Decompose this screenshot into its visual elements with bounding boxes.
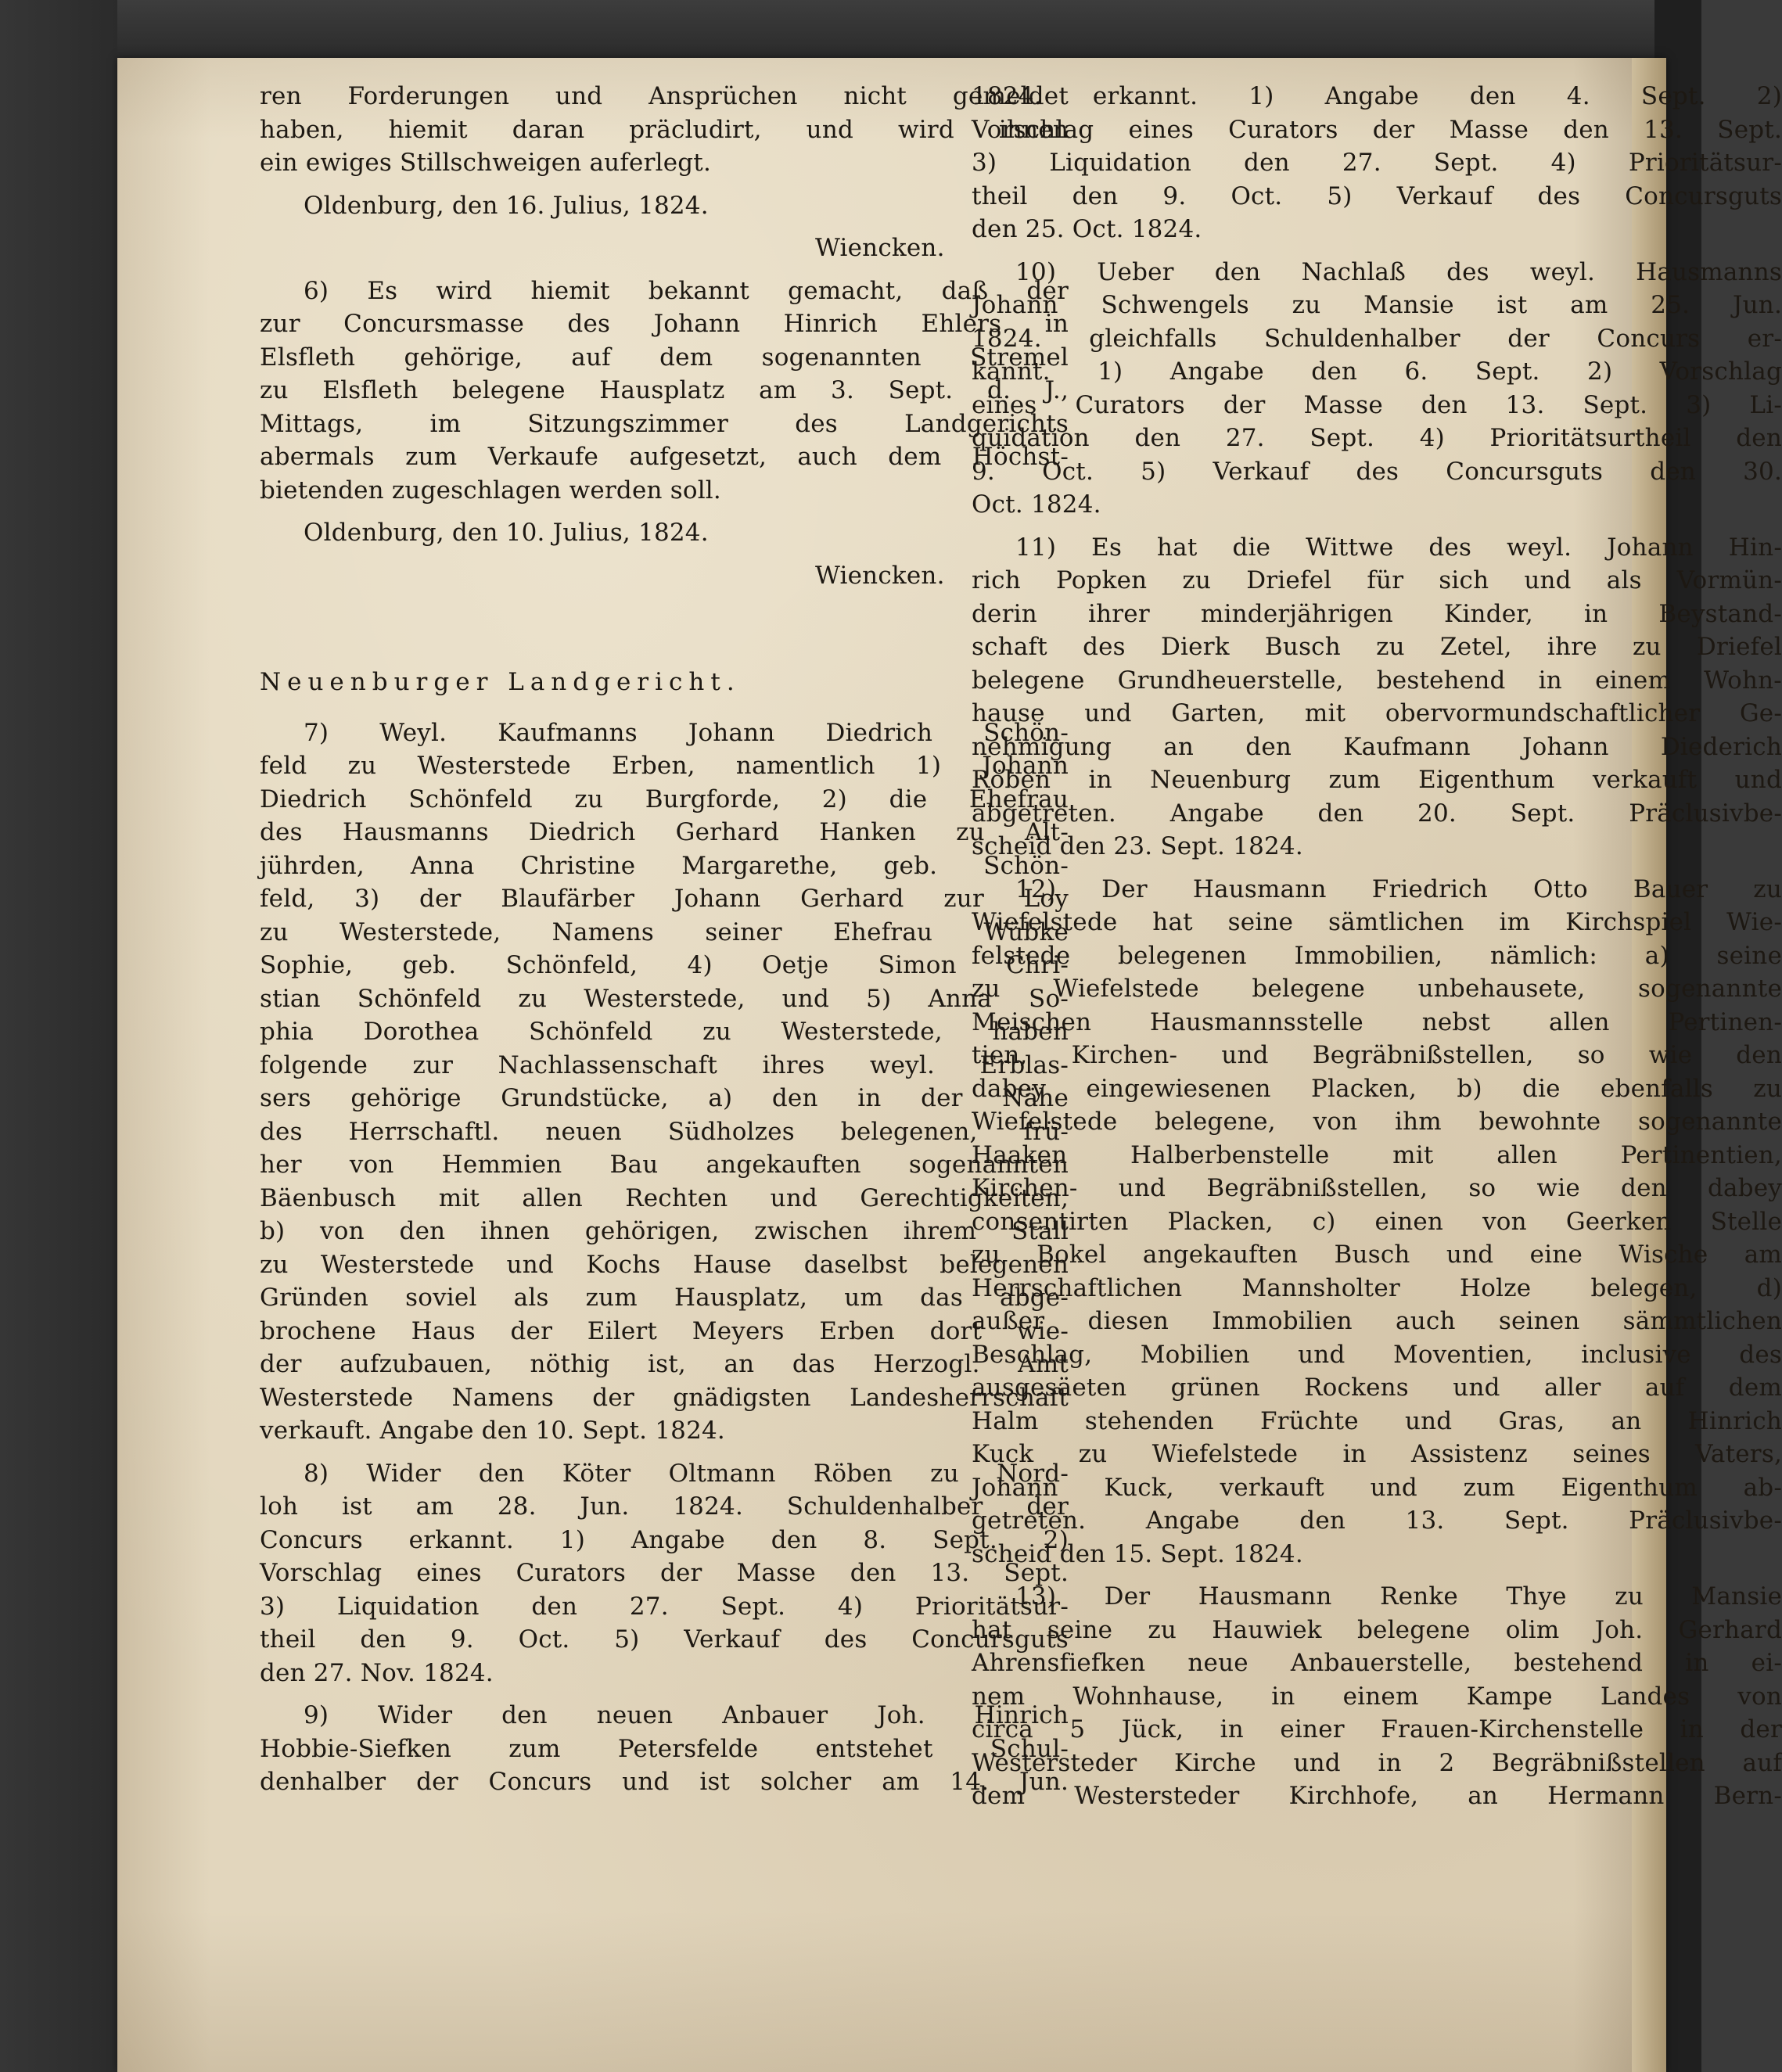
text-line: Mittags, im Sitzungszimmer des Landgerichts [260,409,1069,438]
text-line: scheid den 15. Sept. 1824. [972,1539,1303,1568]
text-line: zu Bokel angekauften Busch und eine Wische am [972,1241,1782,1269]
notice-7 [260,716,1069,1448]
text-line: Westersteder Kirche und in 2 Begräbnißstellen auf [972,1748,1782,1777]
text-line: Diedrich Schönfeld zu Burgforde, 2) die Ehefrau [260,785,1069,813]
text-line: außer diesen Immobilien auch seinen sämmtlichen [972,1307,1782,1335]
text-line: nem Wohnhause, in einem Kampe Landes von [972,1682,1782,1711]
text-line: 1824. gleichfalls Schuldenhalber der Concurs er- [972,324,1782,353]
text-line: belegene Grundheuerstelle, bestehend in einem Wohn- [972,666,1782,695]
text-line: ein ewiges Stillschweigen auferlegt. [260,149,712,177]
section-gap [260,601,1069,658]
text-line: Gründen soviel als zum Hausplatz, um das abge- [260,1284,1069,1312]
text-line: feld zu Westerstede Erben, namentlich 1) Johann [260,752,1069,780]
text-line: Johann Schwengels zu Mansie ist am 25. Jun. [972,291,1782,319]
signature-1: Wiencken. [815,234,945,262]
text-line: 12) Der Hausmann Friedrich Otto Bauer zu [1015,874,1782,903]
notice-8 [260,1457,1069,1690]
dateline-2: Oldenburg, den 10. Julius, 1824. [304,519,709,547]
text-line: Vorschlag eines Curators der Masse den 13. Sept. [260,1559,1069,1587]
text-line: abermals zum Verkaufe aufgesetzt, auch dem Höchst- [260,443,1069,471]
notice-11 [972,531,1782,864]
scanner-background-top [0,0,1701,61]
notice-9 [260,1699,1069,1799]
right-column [972,80,1782,1822]
text-line: stian Schönfeld zu Westerstede, und 5) Anna So- [260,984,1069,1013]
text-line: Westerstede Namens der gnädigsten Landesherrschaft [260,1383,1069,1412]
text-line: Oct. 1824. [972,490,1101,519]
text-line: theil den 9. Oct. 5) Verkauf des Concursguts [972,181,1782,210]
text-line: 1824. erkannt. 1) Angabe den 4. Sept. 2) [972,82,1782,110]
text-line: denhalber der Concurs und ist solcher am 14. Jun. [260,1768,1069,1796]
text-line: den 27. Nov. 1824. [260,1658,494,1687]
text-line: quidation den 27. Sept. 4) Prioritätsurtheil den [972,424,1782,452]
text-line: hause und Garten, mit obervormundschaftlicher Ge- [972,699,1782,727]
text-line: Elsfleth gehörige, auf dem sogenannten Stremel [260,343,1069,372]
text-line: theil den 9. Oct. 5) Verkauf des Concursguts [260,1625,1069,1654]
text-line: dem Westersteder Kirchhofe, an Hermann Bern- [972,1782,1782,1810]
text-line: kannt. 1) Angabe den 6. Sept. 2) Vorschlag [972,357,1782,386]
text-line: Kuck zu Wiefelstede in Assistenz seines Vaters, [972,1440,1782,1468]
text-line: den 25. Oct. 1824. [972,215,1202,243]
text-line: Herrschaftlichen Mannsholter Holze belegen, d) [972,1273,1782,1302]
notice-6 [260,275,1069,508]
text-line: scheid den 23. Sept. 1824. [972,832,1303,860]
notice-10 [972,256,1782,522]
text-line: zur Concursmasse des Johann Hinrich Ehlers in [260,310,1069,338]
text-line: 10) Ueber den Nachlaß des weyl. Hausmanns [1015,257,1782,286]
text-line: Johann Kuck, verkauft und zum Eigenthum ab- [972,1473,1782,1502]
left-column [260,80,1069,1808]
text-line: zu Westerstede, Namens seiner Ehefrau Wübke [260,917,1069,946]
text-line: consentirten Placken, c) einen von Geerken Stelle [972,1207,1782,1236]
text-line: felstede belegenen Immobilien, nämlich: a) seine [972,941,1782,970]
section-heading: Neuenburger Landgericht. [260,668,741,696]
text-line: getreten. Angabe den 13. Sept. Präclusivbe- [972,1506,1782,1535]
scanner-background-left [0,0,117,2072]
text-line: zu Wiefelstede belegene unbehausete, sogenannte [972,975,1782,1003]
text-line: her von Hemmien Bau angekauften sogenannten [260,1151,1069,1179]
text-line: zu Elsfleth belegene Hausplatz am 3. Sept. d. J., [260,376,1069,404]
text-line: verkauft. Angabe den 10. Sept. 1824. [260,1417,725,1445]
text-line: 13) Der Hausmann Renke Thye zu Mansie [1015,1582,1782,1611]
text-line: Beschlag, Mobilien und Moventien, inclusive des [972,1340,1782,1369]
text-line: 3) Liquidation den 27. Sept. 4) Prioritätsur- [972,149,1782,177]
text-line: Röben in Neuenburg zum Eigenthum verkauft und [972,766,1782,794]
text-line: Halm stehenden Früchte und Gras, an Hinrich [972,1406,1782,1435]
text-line: des Herrschaftl. neuen Südholzes belegenen, frü- [260,1117,1069,1146]
text-line: circa 5 Jück, in einer Frauen-Kirchenstelle in der [972,1715,1782,1743]
text-line: loh ist am 28. Jun. 1824. Schuldenhalber der [260,1492,1069,1521]
text-line: abgetreten. Angabe den 20. Sept. Präclusivbe- [972,799,1782,828]
text-line: jührden, Anna Christine Margarethe, geb. Schön- [260,851,1069,880]
text-line: 9. Oct. 5) Verkauf des Concursguts den 30. [972,457,1782,486]
text-line: haben, hiemit daran präcludirt, und wird ihnen [260,115,1069,144]
text-line: nehmigung an den Kaufmann Johann Diederich [972,732,1782,761]
text-line: sers gehörige Grundstücke, a) den in der Nähe [260,1084,1069,1112]
text-line: brochene Haus der Eilert Meyers Erben dort wie- [260,1316,1069,1345]
text-line: b) von den ihnen gehörigen, zwischen ihrem Stall [260,1217,1069,1245]
text-line: Wiefelstede hat seine sämtlichen im Kirchspiel Wie- [972,908,1782,936]
text-line: des Hausmanns Diedrich Gerhard Hanken zu Alt- [260,818,1069,846]
text-line: ren Forderungen und Ansprüchen nicht gemeldet [260,82,1069,110]
text-line: hat seine zu Hauwiek belegene olim Joh. Gerhard [972,1615,1782,1644]
text-line: Sophie, geb. Schönfeld, 4) Oetje Simon Chri- [260,951,1069,979]
text-line: bietenden zugeschlagen werden soll. [260,476,721,505]
text-line: phia Dorothea Schönfeld zu Westerstede, haben [260,1018,1069,1046]
text-line: Haaken Halberbenstelle mit allen Pertinentien, [972,1140,1782,1169]
notice-13 [972,1580,1782,1813]
text-line: Vorschlag eines Curators der Masse den 13. Sept. [972,115,1782,144]
notice-12 [972,873,1782,1571]
text-line: derin ihrer minderjährigen Kinder, in Beystand- [972,599,1782,628]
notice-9-continuation [972,80,1782,246]
text-line: rich Popken zu Driefel für sich und als Vormün- [972,566,1782,594]
text-line: feld, 3) der Blaufärber Johann Gerhard zur Loy [260,885,1069,913]
text-line: Kirchen- und Begräbnißstellen, so wie den dabey [972,1174,1782,1202]
text-line: der aufzubauen, nöthig ist, an das Herzogl. Amt [260,1350,1069,1378]
text-line: Bäenbusch mit allen Rechten und Gerechtigkeiten, [260,1183,1069,1212]
text-line: Meischen Hausmannsstelle nebst allen Pertinen- [972,1007,1782,1036]
dateline-1: Oldenburg, den 16. Julius, 1824. [304,191,709,220]
signature-2: Wiencken. [815,561,945,590]
text-line: schaft des Dierk Busch zu Zetel, ihre zu Driefel [972,633,1782,661]
text-line: 8) Wider den Köter Oltmann Röben zu Nord- [304,1459,1069,1488]
opening-paragraph [260,80,1069,180]
text-line: tien, Kirchen- und Begräbnißstellen, so wie den [972,1041,1782,1069]
text-line: 6) Es wird hiemit bekannt gemacht, daß der [304,276,1069,305]
text-line: dabey eingewiesenen Placken, b) die ebenfalls zu [972,1074,1782,1103]
text-line: Hobbie-Siefken zum Petersfelde entstehet Schul- [260,1734,1069,1763]
text-line: Wiefelstede belegene, von ihm bewohnte sogenannte [972,1108,1782,1136]
text-line: 7) Weyl. Kaufmanns Johann Diedrich Schön- [304,718,1069,747]
text-line: Concurs erkannt. 1) Angabe den 8. Sept. 2) [260,1525,1069,1554]
text-line: ausgesäeten grünen Rockens und aller auf dem [972,1374,1782,1402]
text-line: Ahrensfiefken neue Anbauerstelle, bestehend in ei- [972,1649,1782,1677]
text-line: 11) Es hat die Wittwe des weyl. Johann Hin- [1015,533,1782,562]
text-line: 9) Wider den neuen Anbauer Joh. Hinrich [304,1701,1069,1729]
text-line: 3) Liquidation den 27. Sept. 4) Prioritätsur- [260,1592,1069,1621]
text-line: zu Westerstede und Kochs Hause daselbst belegenen [260,1250,1069,1279]
text-line: folgende zur Nachlassenschaft ihres weyl. Erblas- [260,1050,1069,1079]
text-line: eines Curators der Masse den 13. Sept. 3) Li- [972,390,1782,419]
